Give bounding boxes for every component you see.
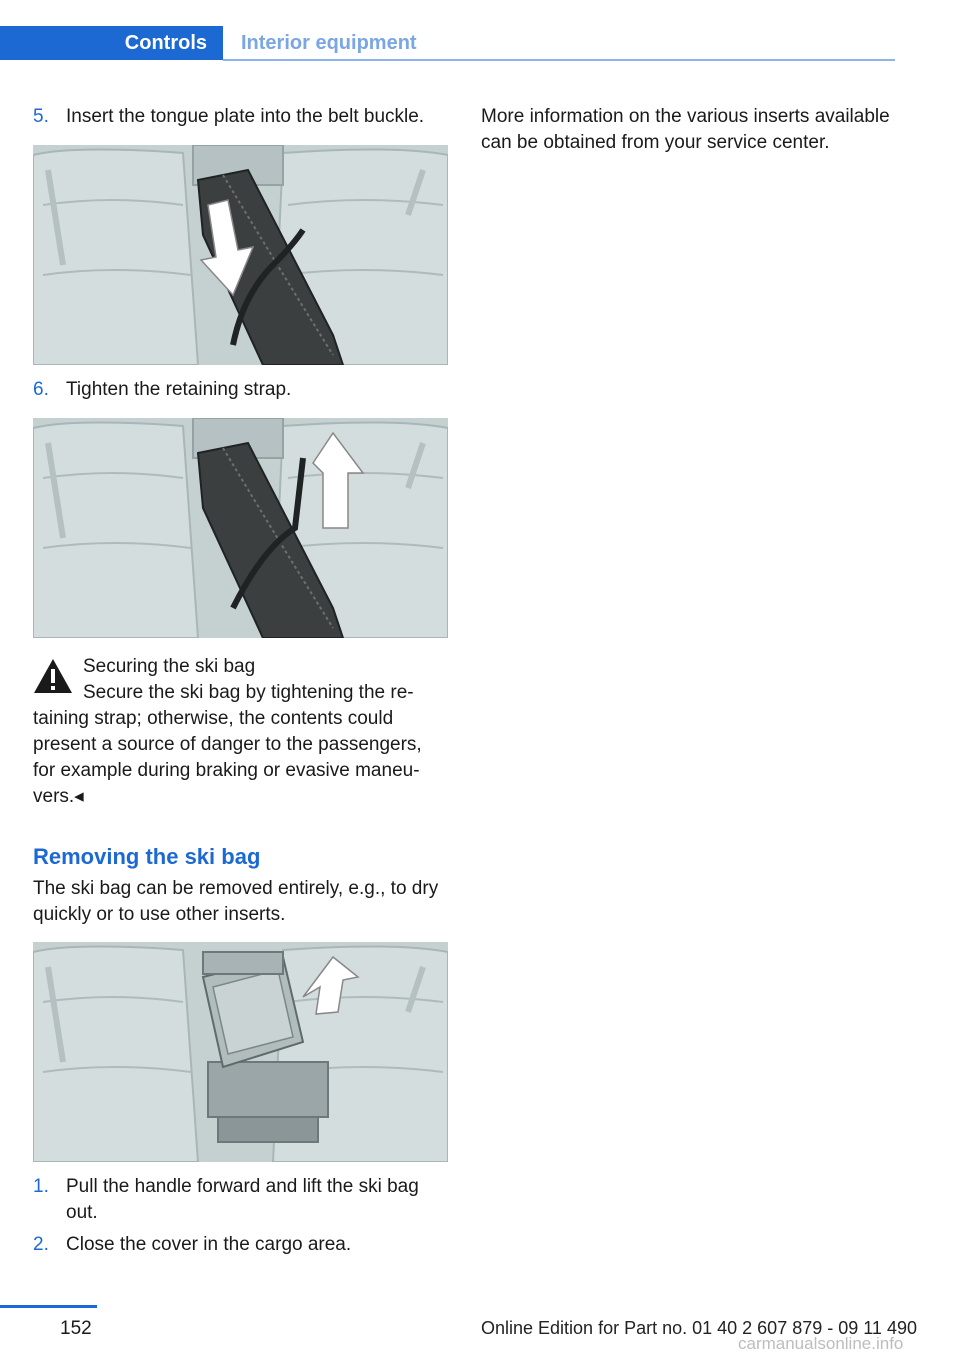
header-divider [223,59,895,61]
figure-insert-tongue-plate [33,145,448,365]
warning-title: Securing the ski bag [83,656,256,677]
step-number: 2. [33,1234,49,1255]
figure-tighten-strap [33,418,448,638]
step-text: Tighten the retaining strap. [66,379,292,400]
illustration-rear-seat-strap-tighten [33,418,448,638]
step-text: Pull the handle forward and lift the ski bag out. [66,1176,419,1223]
section-heading: Removing the ski bag [33,844,261,869]
page-number-rule [0,1305,97,1308]
watermark: carmanualsonline.info [738,1334,904,1353]
step-text: Insert the tongue plate into the belt buckle. [66,106,425,127]
step-number: 6. [33,379,49,400]
illustration-rear-seat-ski-bag-insert [33,145,448,365]
figure-remove-ski-bag [33,942,448,1162]
section-tab-interior-equipment[interactable]: Interior equipment [241,31,417,54]
right-column-text: More information on the various inserts available can be obtained from your service center. [481,106,890,153]
section-tab-controls[interactable]: Controls [0,26,223,60]
step-text: Close the cover in the cargo area. [66,1234,352,1255]
warning-body: Secure the ski bag by tightening the retaining strap; otherwise, the contents could present a source of danger to the passengers, for example during braking or evasive maneuvers.◂ [33,682,422,807]
illustration-rear-seat-remove-bag [33,942,448,1162]
edition-footer: Online Edition for Part no. 01 40 2 607 879 - 09 11 490 [481,1318,917,1338]
section-intro: The ski bag can be removed entirely, e.g., to dry quickly or to use other inserts. [33,878,439,925]
step-number: 5. [33,106,49,127]
step-number: 1. [33,1176,49,1197]
page-number: 152 [60,1318,92,1339]
page-header [0,26,895,62]
